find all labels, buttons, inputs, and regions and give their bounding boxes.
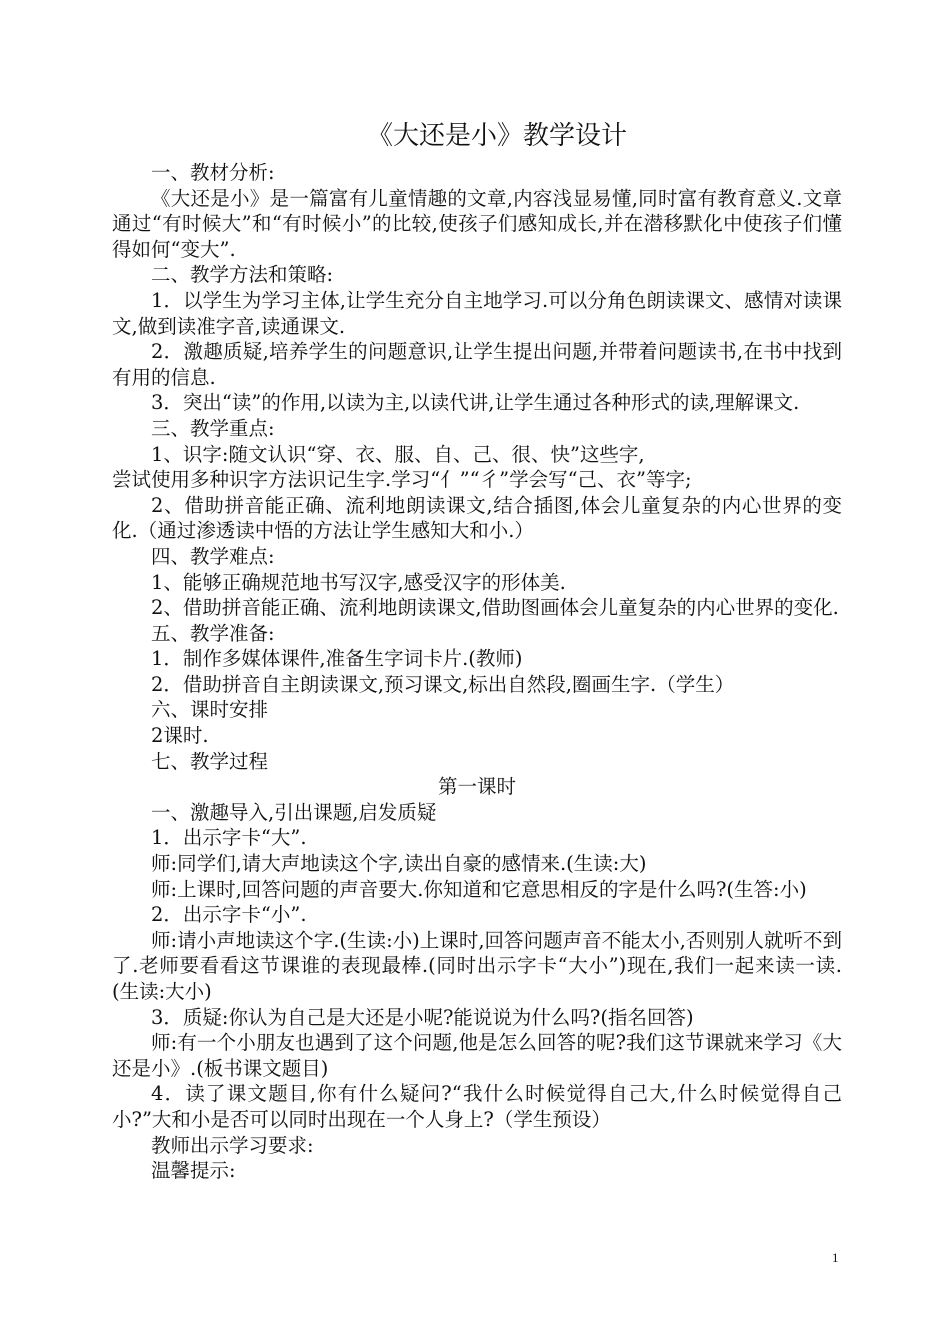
paragraph: 2．出示字卡“小”. [151,903,307,927]
paragraph: 2、借助拼音能正确、流利地朗读课文,结合插图,体会儿童复杂的内心世界的变化.（通过渗透读中悟的方法让学生感知大和小.） [112,493,842,543]
paragraph: 四、教学难点: [151,544,275,568]
paragraph: 五、教学准备: [151,621,275,645]
document-body [112,160,842,1184]
paragraph: 1．制作多媒体课件,准备生字词卡片.(教师) [151,647,523,671]
paragraph: 一、教材分析: [151,161,275,184]
paragraph: 3．突出“读”的作用,以读为主,以读代讲,让学生通过各种形式的读,理解课文. [151,391,800,415]
paragraph: 尝试使用多种识字方法识记生字.学习“亻”“彳”学会写“己、衣”等字; [112,468,692,492]
document-title: 《大还是小》教学设计 [366,121,627,151]
paragraph: 六、课时安排 [151,698,269,722]
paragraph: 4．读了课文题目,你有什么疑问?“我什么时候觉得自己大,什么时候觉得自己小?”大和小是否可以同时出现在一个人身上?（学生预设） [112,1082,842,1131]
paragraph: 一、激趣导入,引出课题,启发质疑 [151,800,437,824]
paragraph: 3．质疑:你认为自己是大还是小呢?能说说为什么吗?(指名回答) [151,1005,694,1029]
paragraph: 师:上课时,回答问题的声音要大.你知道和它意思相反的字是什么吗?(生答:小) [151,877,807,901]
paragraph: 七、教学过程 [151,749,269,773]
paragraph: 二、教学方法和策略: [151,263,334,287]
document-page [112,118,842,1184]
paragraph: 温馨提示: [151,1159,236,1183]
paragraph: 1．以学生为学习主体,让学生充分自主地学习.可以分角色朗读课文、感情对读课文,做到读准字音,读通课文. [112,288,842,338]
paragraph: 师:请小声地读这个字.(生读:小)上课时,回答问题声音不能太小,否则别人就听不到了.老师要看看这节课谁的表现最棒.(同时出示字卡“大小”)现在,我们一起来读一读.(生读:大小) [112,928,842,1003]
paragraph: 教师出示学习要求: [151,1133,314,1157]
page-number: 1 [832,1250,839,1265]
paragraph: 1．出示字卡“大”. [151,826,307,850]
paragraph: 三、教学重点: [151,416,275,440]
paragraph: 2．激趣质疑,培养学生的问题意识,让学生提出问题,并带着问题读书,在书中找到有用的信息. [112,340,842,389]
paragraph: 2、借助拼音能正确、流利地朗读课文,借助图画体会儿童复杂的内心世界的变化. [151,596,839,620]
paragraph: 1、能够正确规范地书写汉字,感受汉字的形体美. [151,570,566,594]
paragraph: 师:有一个小朋友也遇到了这个问题,他是怎么回答的呢?我们这节课就来学习《大还是小》.(板书课文题目) [112,1031,842,1080]
paragraph: 1、识字:随文认识“穿、衣、服、自、己、很、快”这些字, [151,442,645,466]
paragraph: 师:同学们,请大声地读这个字,读出自豪的感情来.(生读:大) [151,852,647,876]
paragraph: 《大还是小》是一篇富有儿童情趣的文章,内容浅显易懂,同时富有教育意义.文章通过“有时候大”和“有时候小”的比较,使孩子们感知成长,并在潜移默化中使孩子们懂得如何“变大”. [112,186,842,261]
paragraph: 第一课时 [437,775,516,799]
paragraph: 2．借助拼音自主朗读课文,预习课文,标出自然段,圈画生字.（学生） [151,672,735,696]
paragraph: 2课时. [151,724,209,748]
